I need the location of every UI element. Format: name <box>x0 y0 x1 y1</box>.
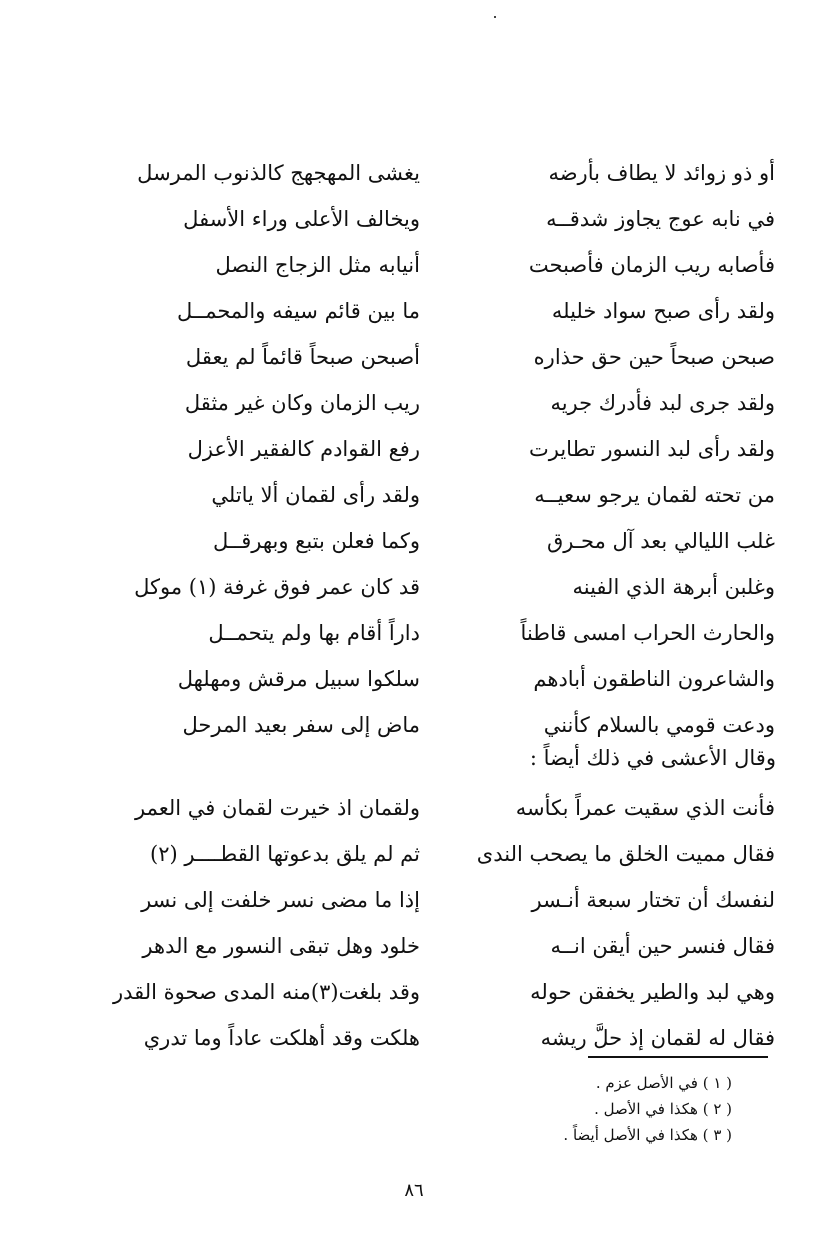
verse-row <box>110 334 775 380</box>
verse-second-hemistich: قد كان عمر فوق غرفة (١) موكل <box>134 575 420 599</box>
verse-second-hemistich: ريب الزمان وكان غير مثقل <box>184 391 420 415</box>
verse-first-hemistich: لنفسك أن تختار سبعة أنـسر <box>531 888 775 912</box>
verse-first-hemistich: صبحن صبحاً حين حق حذاره <box>533 345 775 369</box>
footnote-divider <box>588 1056 768 1058</box>
verse-row <box>110 380 775 426</box>
verse-first-hemistich: غلب الليالي بعد آل محـرق <box>546 529 775 553</box>
scan-speck <box>494 16 496 18</box>
verse-first-hemistich: وهي لبد والطير يخفقن حوله <box>530 980 775 1004</box>
verse-row <box>110 969 775 1015</box>
verse-second-hemistich: أصبحن صبحاً قائماً لم يعقل <box>185 345 420 369</box>
verse-first-hemistich: ودعت قومي بالسلام كأنني <box>543 713 775 737</box>
verse-first-hemistich: فقال فنسر حين أيقن انــه <box>550 934 775 958</box>
verse-first-hemistich: فقال له لقمان إذ حلَّ ريشه <box>540 1026 775 1050</box>
verse-row <box>110 242 775 288</box>
verse-first-hemistich: أو ذو زوائد لا يطاف بأرضه <box>548 161 775 185</box>
verse-row <box>110 610 775 656</box>
verse-first-hemistich: ولقد جرى لبد فأدرك جريه <box>550 391 775 415</box>
verse-row <box>110 877 775 923</box>
verse-row <box>110 1015 775 1061</box>
verse-second-hemistich: داراً أقام بها ولم يتحمــل <box>208 621 420 645</box>
footnotes <box>332 1070 732 1148</box>
verse-second-hemistich: ولقمان اذ خيرت لقمان في العمر <box>135 796 420 820</box>
verse-row <box>110 785 775 831</box>
verse-row <box>110 564 775 610</box>
footnote-1: ( ١ ) في الأصل عزم . <box>595 1074 732 1092</box>
verse-row <box>110 831 775 877</box>
verse-first-hemistich: فأنت الذي سقيت عمراً بكأسه <box>515 796 775 820</box>
footnote-2: ( ٢ ) هكذا في الأصل . <box>594 1100 732 1118</box>
verse-second-hemistich: خلود وهل تبقى النسور مع الدهر <box>142 934 420 958</box>
verse-second-hemistich: ثم لم يلق بدعوتها القطــــر (٢) <box>149 842 420 866</box>
verse-first-hemistich: فأصابه ريب الزمان فأصبحت <box>528 253 775 277</box>
verse-row <box>110 518 775 564</box>
verse-second-hemistich: ولقد رأى لقمان ألا ياتلي <box>211 483 420 507</box>
verse-first-hemistich: والشاعرون الناطقون أبادهم <box>533 667 775 691</box>
verse-second-hemistich: رفع القوادم كالفقير الأعزل <box>187 437 420 461</box>
verse-row <box>110 923 775 969</box>
verse-first-hemistich: ولقد رأى صبح سواد خليله <box>551 299 775 323</box>
verse-second-hemistich: ماض إلى سفر بعيد المرحل <box>182 713 420 737</box>
verse-second-hemistich: هلكت وقد أهلكت عاداً وما تدري <box>143 1026 420 1050</box>
footnote-3: ( ٣ ) هكذا في الأصل أيضاً . <box>563 1126 732 1144</box>
verse-first-hemistich: من تحته لقمان يرجو سعيــه <box>534 483 775 507</box>
verse-first-hemistich: فقال مميت الخلق ما يصحب الندى <box>476 842 775 866</box>
page-number: ٨٦ <box>404 1180 424 1201</box>
verse-row <box>110 288 775 334</box>
verse-second-hemistich: يغشى المهجهج كالذنوب المرسل <box>137 161 420 185</box>
verse-row <box>110 150 775 196</box>
verse-second-hemistich: ما بين قائم سيفه والمحمــل <box>176 299 420 323</box>
verse-first-hemistich: ولقد رأى لبد النسور تطايرت <box>528 437 775 461</box>
poem-block-1 <box>110 150 775 748</box>
verse-second-hemistich: وكما فعلن بتبع وبهرقــل <box>212 529 420 553</box>
verse-second-hemistich: أنيابه مثل الزجاج النصل <box>215 253 420 277</box>
verse-second-hemistich: ويخالف الأعلى وراء الأسفل <box>183 207 420 231</box>
verse-row <box>110 472 775 518</box>
verse-first-hemistich: في نابه عوج يجاوز شدقــه <box>546 207 775 231</box>
verse-second-hemistich: سلكوا سبيل مرقش ومهلهل <box>177 667 420 691</box>
verse-first-hemistich: وغلبن أبرهة الذي الفينه <box>572 575 775 599</box>
verse-second-hemistich: إذا ما مضى نسر خلفت إلى نسر <box>141 888 420 912</box>
verse-second-hemistich: وقد بلغت(٣)منه المدى صحوة القدر <box>112 980 420 1004</box>
verse-row <box>110 656 775 702</box>
poem-block-2 <box>110 785 775 1061</box>
verse-row <box>110 196 775 242</box>
poem-intro-line: وقال الأعشى في ذلك أيضاً : <box>529 746 776 770</box>
verse-first-hemistich: والحارث الحراب امسى قاطناً <box>520 621 775 645</box>
verse-row <box>110 426 775 472</box>
